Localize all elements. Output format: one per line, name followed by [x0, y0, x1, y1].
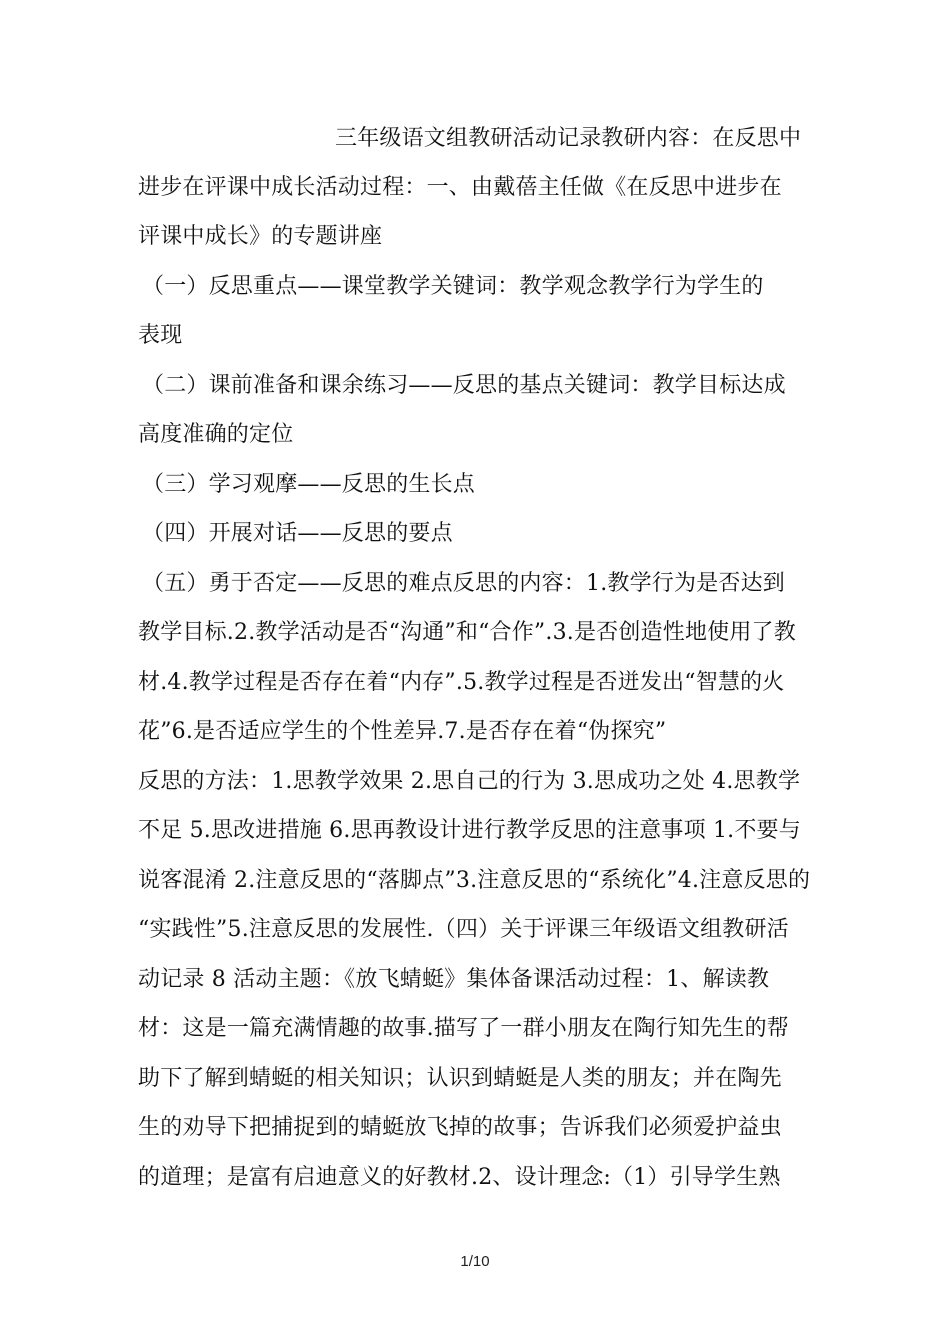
text-line: 高度准确的定位 — [138, 422, 294, 447]
page-number: 1/10 — [460, 1253, 490, 1270]
text-line: （四）开展对话——反思的要点 — [142, 521, 453, 546]
text-line: 的道理；是富有启迪意义的好教材.2、设计理念:（1）引导学生熟 — [138, 1165, 781, 1190]
text-line: 材：这是一篇充满情趣的故事.描写了一群小朋友在陶行知先生的帮 — [138, 1016, 789, 1041]
text-line: 评课中成长》的专题讲座 — [138, 224, 383, 249]
text-line: （三）学习观摩——反思的生长点 — [142, 472, 476, 497]
text-line: 动记录 8 活动主题：《放飞蜻蜓》集体备课活动过程：1、解读教 — [138, 967, 770, 992]
text-line: 表现 — [138, 323, 183, 348]
text-line: 助下了解到蜻蜓的相关知识；认识到蜻蜓是人类的朋友；并在陶先 — [138, 1066, 782, 1091]
text-line: 三年级语文组教研活动记录教研内容：在反思中 — [335, 126, 802, 151]
text-line: 进步在评课中成长活动过程：一、由戴蓓主任做《在反思中进步在 — [138, 175, 782, 200]
text-line: 反思的方法：1.思教学效果 2.思自己的行为 3.思成功之处 4.思教学 — [138, 769, 801, 794]
text-line: （二）课前准备和课余练习——反思的基点关键词：教学目标达成 — [142, 373, 786, 398]
text-line: 不足 5.思改进措施 6.思再教设计进行教学反思的注意事项 1.不要与 — [138, 818, 801, 843]
text-line: 花”6.是否适应学生的个性差异.7.是否存在着“伪探究” — [138, 719, 667, 744]
text-line: “实践性”5.注意反思的发展性.（四）关于评课三年级语文组教研活 — [138, 917, 789, 942]
text-line: （一）反思重点——课堂教学关键词：教学观念教学行为学生的 — [142, 274, 764, 299]
text-line: 材.4.教学过程是否存在着“内存”.5.教学过程是否迸发出“智慧的火 — [138, 670, 785, 695]
text-line: 教学目标.2.教学活动是否“沟通”和“合作”.3.是否创造性地使用了教 — [138, 620, 796, 645]
text-line: 说客混淆 2.注意反思的“落脚点”3.注意反思的“系统化”4.注意反思的 — [138, 868, 811, 893]
text-line: （五）勇于否定——反思的难点反思的内容：1.教学行为是否达到 — [142, 571, 785, 596]
text-line: 生的劝导下把捕捉到的蜻蜓放飞掉的故事；告诉我们必须爱护益虫 — [138, 1115, 782, 1140]
